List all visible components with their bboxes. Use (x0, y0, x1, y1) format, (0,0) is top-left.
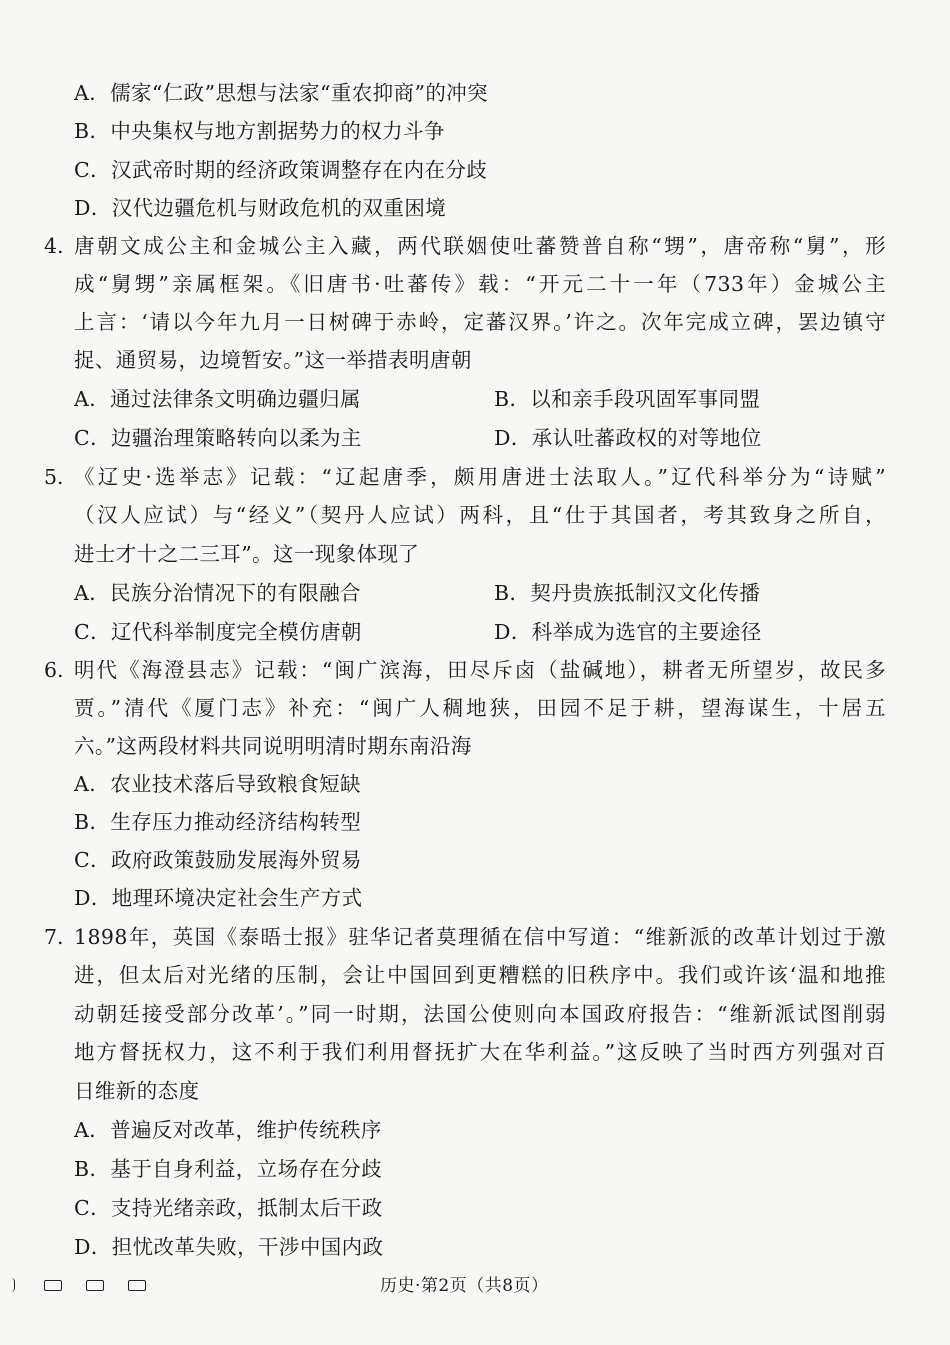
footer-box-3 (128, 1280, 146, 1291)
q5-number: 5. (44, 465, 64, 489)
q3-option-b: B．中央集权与地方割据势力的权力斗争 (74, 119, 445, 143)
q7-option-b: B．基于自身利益，立场存在分歧 (74, 1157, 383, 1181)
q5-stem-line-2: （汉人应试）与“经义”（契丹人应试）两科，且“仕于其国者，考其致身之所自， (74, 503, 886, 527)
q7-stem-line-5: 日维新的态度 (74, 1079, 200, 1103)
q5-option-b: B．契丹贵族抵制汉文化传播 (494, 581, 761, 605)
footer-box-2 (86, 1280, 104, 1291)
q7-option-d: D．担忧改革失败，干涉中国内政 (74, 1235, 384, 1259)
q6-number: 6. (44, 658, 64, 682)
footer-box-1 (44, 1280, 62, 1291)
q6-option-b: B．生存压力推动经济结构转型 (74, 810, 362, 834)
q3-option-a: A．儒家“仁政”思想与法家“重农抑商”的冲突 (74, 81, 489, 105)
q6-option-a: A．农业技术落后导致粮食短缺 (74, 772, 361, 796)
q7-option-c: C．支持光绪亲政，抵制太后干政 (74, 1196, 383, 1220)
q6-stem-line-1: 明代《海澄县志》记载：“闽广滨海，田尽斥卤（盐碱地），耕者无所望岁，故民多 (74, 658, 886, 682)
q4-option-d: D．承认吐蕃政权的对等地位 (494, 426, 762, 450)
q7-stem-line-1: 1898年，英国《泰晤士报》驻华记者莫理循在信中写道：“维新派的改革计划过于激 (74, 925, 886, 949)
q6-option-d: D．地理环境决定社会生产方式 (74, 886, 363, 910)
q4-option-b: B．以和亲手段巩固军事同盟 (494, 387, 761, 411)
q7-stem-line-3: 动朝廷接受部分改革’。”同一时期，法国公使则向本国政府报告：“维新派试图削弱 (74, 1002, 886, 1026)
q6-stem-line-2: 贾。”清代《厦门志》补充：“闽广人稠地狭，田园不足于耕，望海谋生，十居五 (74, 696, 886, 720)
q7-stem-line-4: 地方督抚权力，这不利于我们利用督抚扩大在华利益。”这反映了当时西方列强对百 (74, 1040, 886, 1064)
q6-option-c: C．政府政策鼓励发展海外贸易 (74, 848, 362, 872)
q4-stem-line-3: 上言：‘请以今年九月一日树碑于赤岭，定蕃汉界。’许之。次年完成立碑，罢边镇守 (74, 310, 886, 334)
q7-number: 7. (44, 925, 64, 949)
page-edge-mark (10, 1278, 15, 1292)
q5-option-c: C．辽代科举制度完全模仿唐朝 (74, 620, 362, 644)
page-footer: 历史·第2页（共8页） (380, 1276, 549, 1296)
q6-stem-line-3: 六。”这两段材料共同说明明清时期东南沿海 (74, 734, 472, 758)
q3-option-d: D．汉代边疆危机与财政危机的双重困境 (74, 196, 447, 220)
q4-stem-line-4: 捉、通贸易，边境暂安。”这一举措表明唐朝 (74, 348, 472, 372)
q4-stem-line-1: 唐朝文成公主和金城公主入藏，两代联姻使吐蕃赞普自称“甥”，唐帝称“舅”，形 (74, 234, 886, 258)
q5-option-d: D．科举成为选官的主要途径 (494, 620, 762, 644)
q4-option-a: A．通过法律条文明确边疆归属 (74, 387, 361, 411)
q5-option-a: A．民族分治情况下的有限融合 (74, 581, 361, 605)
q3-option-c: C．汉武帝时期的经济政策调整存在内在分歧 (74, 158, 488, 182)
q4-stem-line-2: 成“舅甥”亲属框架。《旧唐书·吐蕃传》载：“开元二十一年（733年）金城公主 (74, 272, 886, 296)
q7-stem-line-2: 进，但太后对光绪的压制，会让中国回到更糟糕的旧秩序中。我们或许该‘温和地推 (74, 963, 886, 987)
q7-option-a: A．普遍反对改革，维护传统秩序 (74, 1118, 382, 1142)
q4-number: 4. (44, 234, 64, 258)
q5-stem-line-3: 进士才十之二三耳”。这一现象体现了 (74, 542, 420, 566)
q5-stem-line-1: 《辽史·选举志》记载：“辽起唐季，颇用唐进士法取人。”辽代科举分为“诗赋” (74, 465, 886, 489)
q4-option-c: C．边疆治理策略转向以柔为主 (74, 426, 362, 450)
